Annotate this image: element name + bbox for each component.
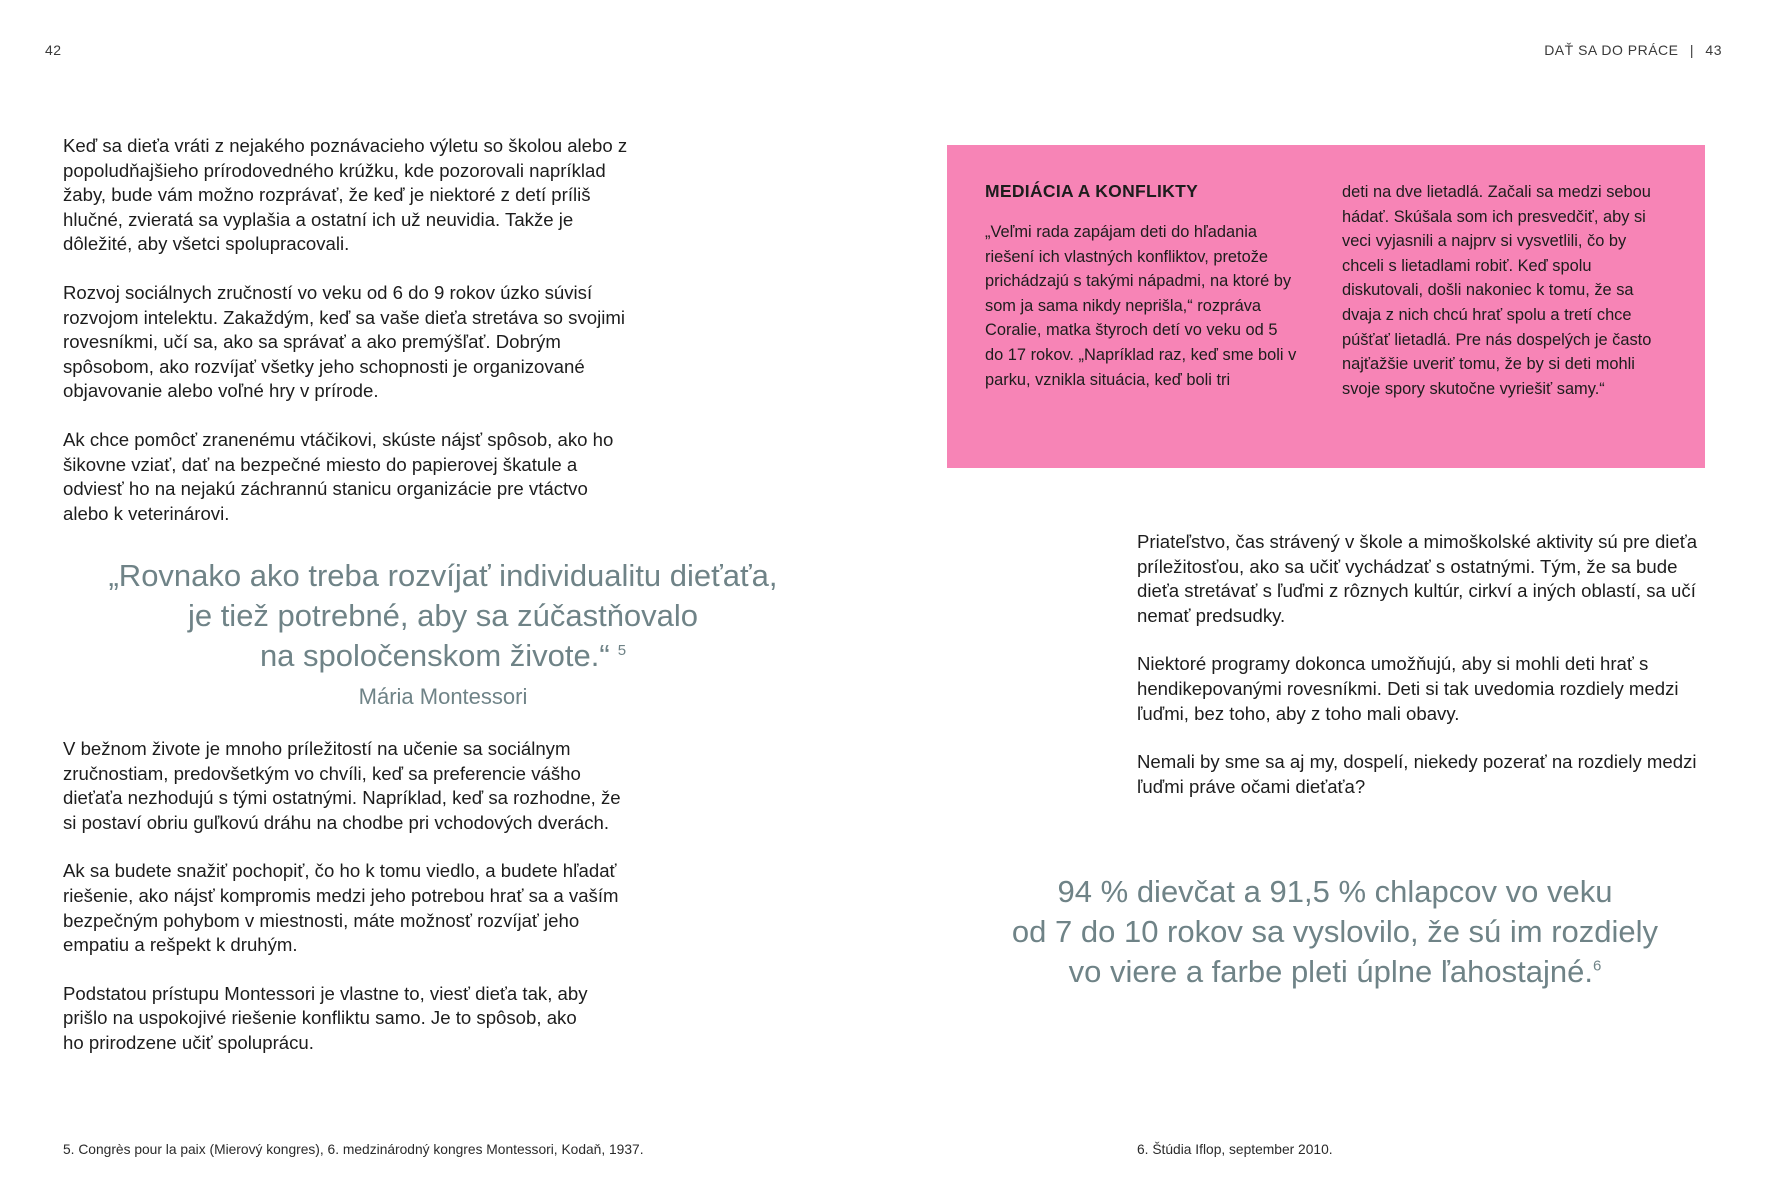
running-header bbox=[1544, 42, 1722, 58]
left-body-top bbox=[63, 134, 637, 550]
right-body bbox=[1137, 530, 1707, 823]
paragraph: Rozvoj sociálnych zručností vo veku od 6 do 9 rokov úzko súvisí rozvojom intelektu. Zakaždým, keď sa vaše dieťa stretáva so svojimi rovesníkmi, učí sa, ako sa správať a ako premýšľať. Dobrým spôsobom, ako rozvíjať všetky jeho schopnosti je organizované objavovanie alebo voľné hry v prírode. bbox=[63, 281, 625, 402]
paragraph: Priateľstvo, čas strávený v škole a mimoškolské aktivity sú pre dieťa príležitosťou, ako sa učiť vychádzať s ostatnými. Tým, že sa bude dieťa stretávať s ľuďmi z rôznych kultúr, cirkví a iných oblastí, sa učí nemať predsudky. bbox=[1137, 531, 1698, 626]
header-separator: | bbox=[1689, 42, 1695, 58]
paragraph: Ak chce pomôcť zranenému vtáčikovi, skúste nájsť spôsob, ako ho šikovne vziať, dať na bezpečné miesto do papierovej škatule a odviesť ho na nejakú záchrannú stanicu organizácie pre vtáctvo alebo k veterinárovi. bbox=[63, 428, 614, 524]
paragraph: V bežnom živote je mnoho príležitostí na učenie sa sociálnym zručnostiam, predovšetkým vo chvíli, keď sa preferencie vášho dieťaťa nezhodujú s tými ostatnými. Napríklad, keď sa rozhodne, že si postaví obriu guľkovú dráhu na chodbe pri vchodových dverách. bbox=[63, 738, 621, 833]
paragraph: Ak sa budete snažiť pochopiť, čo ho k tomu viedlo, a budete hľadať riešenie, ako nájsť kompromis medzi jeho potrebou hrať sa a vaším bezpečným pohybom v miestnosti, máte možnosť rozvíjať jeho empatiu a rešpekt k druhým. bbox=[63, 860, 619, 956]
statistic-callout bbox=[965, 872, 1705, 992]
footnote: 6. Štúdia Iflop, september 2010. bbox=[1137, 1142, 1333, 1157]
paragraph: Nemali by sme sa aj my, dospelí, niekedy pozerať na rozdiely medzi ľuďmi práve očami dieťaťa? bbox=[1137, 751, 1697, 797]
quote-line: je tiež potrebné, aby sa zúčastňovalo bbox=[187, 598, 699, 633]
paragraph: Keď sa dieťa vráti z nejakého poznávacieho výletu so školou alebo z popoludňajšieho prírodovedného krúžku, kde pozorovali napríklad žaby, bude vám možno rozprávať, že keď je niektoré z detí príliš hlučné, zvieratá sa vyplašia a ostatní ich už neuvidia. Takže je dôležité, aby všetci spolupracovali. bbox=[63, 135, 628, 255]
right-page-number: 43 bbox=[1705, 42, 1722, 58]
box-column-left bbox=[985, 181, 1297, 392]
paragraph: Podstatou prístupu Montessori je vlastne to, viesť dieťa tak, aby prišlo na uspokojivé riešenie konfliktu samo. Je to spôsob, ako ho prirodzene učiť spoluprácu. bbox=[63, 982, 588, 1053]
quote-line-text: na spoločenskom živote.“ bbox=[259, 638, 610, 673]
stat-line: od 7 do 10 rokov sa vyslovilo, že sú im rozdiely bbox=[1011, 914, 1659, 949]
quote-line: „Rovnako ako treba rozvíjať individualitu dieťaťa, bbox=[108, 558, 778, 593]
stat-line-text: vo viere a farbe pleti úplne ľahostajné. bbox=[1068, 954, 1593, 989]
quote-author: Mária Montessori bbox=[358, 684, 528, 709]
pull-quote bbox=[63, 556, 823, 676]
left-body-bottom bbox=[63, 737, 637, 1080]
section-title: DAŤ SA DO PRÁCE bbox=[1544, 42, 1679, 58]
paragraph: Niektoré programy dokonca umožňujú, aby si mohli deti hrať s hendikepovanými rovesníkmi. Deti si tak uvedomia rozdiely medzi ľuďmi, bez toho, aby z toho mali obavy. bbox=[1137, 653, 1679, 724]
stat-line: 94 % dievčat a 91,5 % chlapcov vo veku bbox=[1057, 874, 1613, 909]
sidebar-box bbox=[947, 145, 1705, 468]
quote-line bbox=[63, 636, 823, 676]
box-column-right bbox=[1342, 180, 1667, 401]
left-page-number: 42 bbox=[45, 42, 62, 58]
footnote-ref: 5 bbox=[617, 641, 627, 659]
footnote: 5. Congrès pour la paix (Mierový kongres), 6. medzinárodný kongres Montessori, Kodaň, 1937. bbox=[63, 1142, 644, 1157]
box-text: „Veľmi rada zapájam deti do hľadania riešení ich vlastných konfliktov, pretože prichádzajú s takými nápadmi, na ktoré by som ja sama nikdy neprišla,“ rozpráva Coralie, matka štyroch detí vo veku od 5 do 17 rokov. „Napríklad raz, keď sme boli v parku, vznikla situácia, keď boli tri bbox=[985, 223, 1297, 389]
footnote-ref: 6 bbox=[1592, 957, 1602, 975]
box-title: MEDIÁCIA A KONFLIKTY bbox=[985, 181, 1199, 201]
stat-line bbox=[965, 952, 1705, 992]
box-text: deti na dve lietadlá. Začali sa medzi sebou hádať. Skúšala som ich presvedčiť, aby si veci vyjasnili a najprv si vysvetlili, čo by chceli s lietadlami robiť. Keď spolu diskutovali, došli nakoniec k tomu, že sa dvaja z nich chcú hrať spolu a tretí chce púšťať lietadlá. Pre nás dospelých je často najťažšie uveriť tomu, že by si deti mohli svoje spory skutočne vyriešiť samy.“ bbox=[1342, 183, 1652, 398]
